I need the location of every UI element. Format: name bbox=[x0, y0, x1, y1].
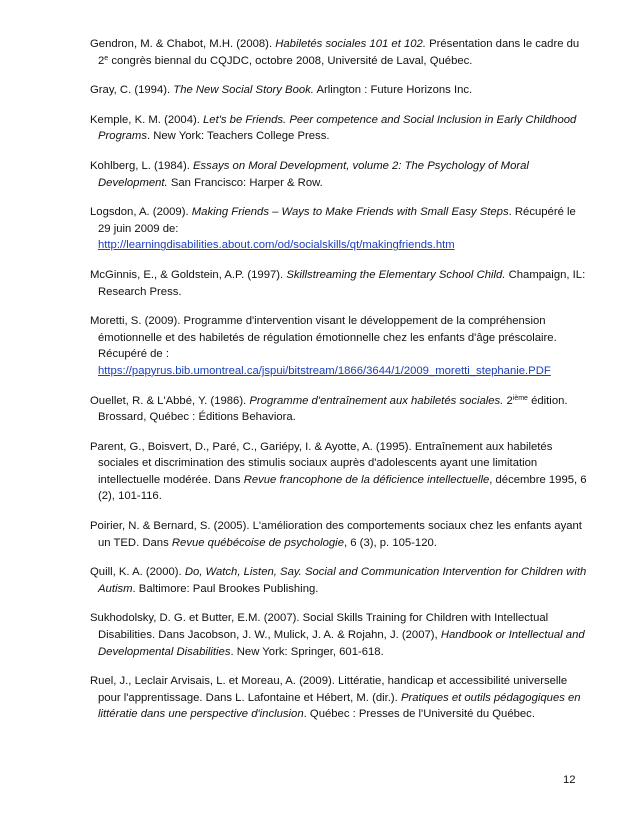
reference-text: Ruel, J., Leclair Arvisais, L. et Moreau, A. (2009). Littératie, handicap et accessibilité universelle pour l'apprentissage. Dans L. Lafontaine et Hébert, M. (dir.). bbox=[90, 675, 568, 704]
reference-text: Moretti, S. (2009). Programme d'intervention visant le développement de la compréhension émotionnelle et des habiletés de régulation émotionnelle chez les enfants d'âge préscolaire. Récupéré de : bbox=[90, 315, 557, 361]
reference-quill-2000 bbox=[90, 564, 590, 597]
reference-text: , décembre 1995, 6 (2), 101-116. bbox=[98, 473, 587, 503]
reference-title: Do, Watch, Listen, Say. Social and Communication Intervention for Children with Autism bbox=[98, 566, 587, 595]
reference-text: Kohlberg, L. (1984). bbox=[90, 159, 193, 172]
reference-ouellet-1986 bbox=[90, 393, 590, 426]
superscript: ième bbox=[512, 394, 528, 402]
reference-gray-1994 bbox=[90, 82, 590, 99]
reference-text: Parent, G., Boisvert, D., Paré, C., Gariépy, I. & Ayotte, A. (1995). Entraînement aux habiletés sociales et discrimination des stimulis sociaux auprès d'adolescents ayant une limitation intellectuelle modérée. Dans bbox=[90, 440, 553, 486]
reference-text: Kemple, K. M. (2004). bbox=[90, 113, 204, 126]
reference-text: Arlington : Future Horizons Inc. bbox=[313, 84, 473, 97]
reference-poirier-2005 bbox=[90, 518, 590, 551]
reference-text: , 6 (3), p. 105-120. bbox=[343, 536, 437, 549]
reference-title: Essays on Moral Development, volume 2: The Psychology of Moral Development. bbox=[98, 159, 529, 189]
reference-text: San Francisco: Harper & Row. bbox=[167, 176, 323, 189]
reference-text: Sukhodolsky, D. G. et Butter, E.M. (2007). Social Skills Training for Children with Intellectual Disabilities. Dans Jacobson, J. W., Mulick, J. A. & Rojahn, J. (2007), bbox=[90, 612, 549, 642]
reference-link[interactable]: https://papyrus.bib.umontreal.ca/jspui/bitstream/1866/3644/1/2009_moretti_stephanie.PDF bbox=[98, 364, 551, 377]
reference-parent-1995 bbox=[90, 439, 590, 505]
reference-title: The New Social Story Book. bbox=[173, 84, 314, 97]
reference-title: Programme d'entraînement aux habiletés sociales. bbox=[249, 394, 504, 407]
reference-title: Revue francophone de la déficience intellectuelle bbox=[243, 473, 490, 486]
reference-text: McGinnis, E., & Goldstein, A.P. (1997). bbox=[90, 268, 287, 281]
superscript: e bbox=[104, 54, 109, 62]
reference-text: Champaign, IL: Research Press. bbox=[98, 268, 586, 298]
reference-link[interactable]: http://learningdisabilities.about.com/od/socialskills/qt/makingfriends.htm bbox=[98, 239, 455, 252]
reference-title: Pratiques et outils pédagogiques en littératie dans une perspective d'inclusion bbox=[98, 691, 581, 721]
reference-text: édition. Brossard, Québec : Éditions Behaviora. bbox=[98, 394, 568, 424]
reference-text: Ouellet, R. & L'Abbé, Y. (1986). bbox=[90, 394, 250, 407]
reference-ruel-2009 bbox=[90, 673, 590, 723]
reference-text: . Québec : Presses de l'Université du Québec. bbox=[303, 708, 535, 721]
reference-text: Poirier, N. & Bernard, S. (2005). L'amélioration des comportements sociaux chez les enfants ayant un TED. Dans bbox=[90, 520, 582, 549]
reference-title: Handbook or Intellectual and Developmental Disabilities bbox=[98, 629, 585, 658]
reference-kohlberg-1984 bbox=[90, 158, 590, 191]
reference-text: Gendron, M. & Chabot, M.H. (2008). bbox=[90, 38, 276, 50]
reference-title: Habiletés sociales 101 et 102. bbox=[275, 38, 426, 50]
reference-text: Logsdon, A. (2009). bbox=[90, 206, 192, 219]
reference-text: . Récupéré le 29 juin 2009 de: bbox=[98, 206, 576, 235]
reference-title: Revue québécoise de psychologie bbox=[171, 536, 344, 549]
reference-text: congrès biennal du CQJDC, octobre 2008, Université de Laval, Québec. bbox=[108, 54, 473, 67]
reference-moretti-2009 bbox=[90, 313, 590, 379]
reference-title: Skillstreaming the Elementary School Child. bbox=[286, 268, 506, 281]
reference-text: . New York: Springer, 601-618. bbox=[230, 645, 384, 658]
reference-kemple-2004 bbox=[90, 112, 590, 145]
reference-mcginnis-1997 bbox=[90, 267, 590, 300]
reference-sukhodolsky-2007 bbox=[90, 610, 590, 660]
reference-text: . Baltimore: Paul Brookes Publishing. bbox=[132, 582, 319, 595]
reference-logsdon-2009 bbox=[90, 204, 590, 254]
reference-text: Présentation dans le cadre du 2 bbox=[98, 38, 580, 67]
reference-title: Making Friends – Ways to Make Friends with Small Easy Steps bbox=[191, 206, 509, 219]
reference-text: . New York: Teachers College Press. bbox=[146, 130, 330, 143]
reference-text: Gray, C. (1994). bbox=[90, 84, 174, 97]
reference-text: 2 bbox=[503, 394, 513, 407]
page-number: 12 bbox=[563, 774, 576, 786]
reference-text: Quill, K. A. (2000). bbox=[90, 566, 185, 579]
reference-gendron-2008 bbox=[90, 36, 590, 69]
reference-list bbox=[90, 36, 590, 736]
reference-title: Let's be Friends. Peer competence and Social Inclusion in Early Childhood Programs bbox=[98, 113, 577, 143]
